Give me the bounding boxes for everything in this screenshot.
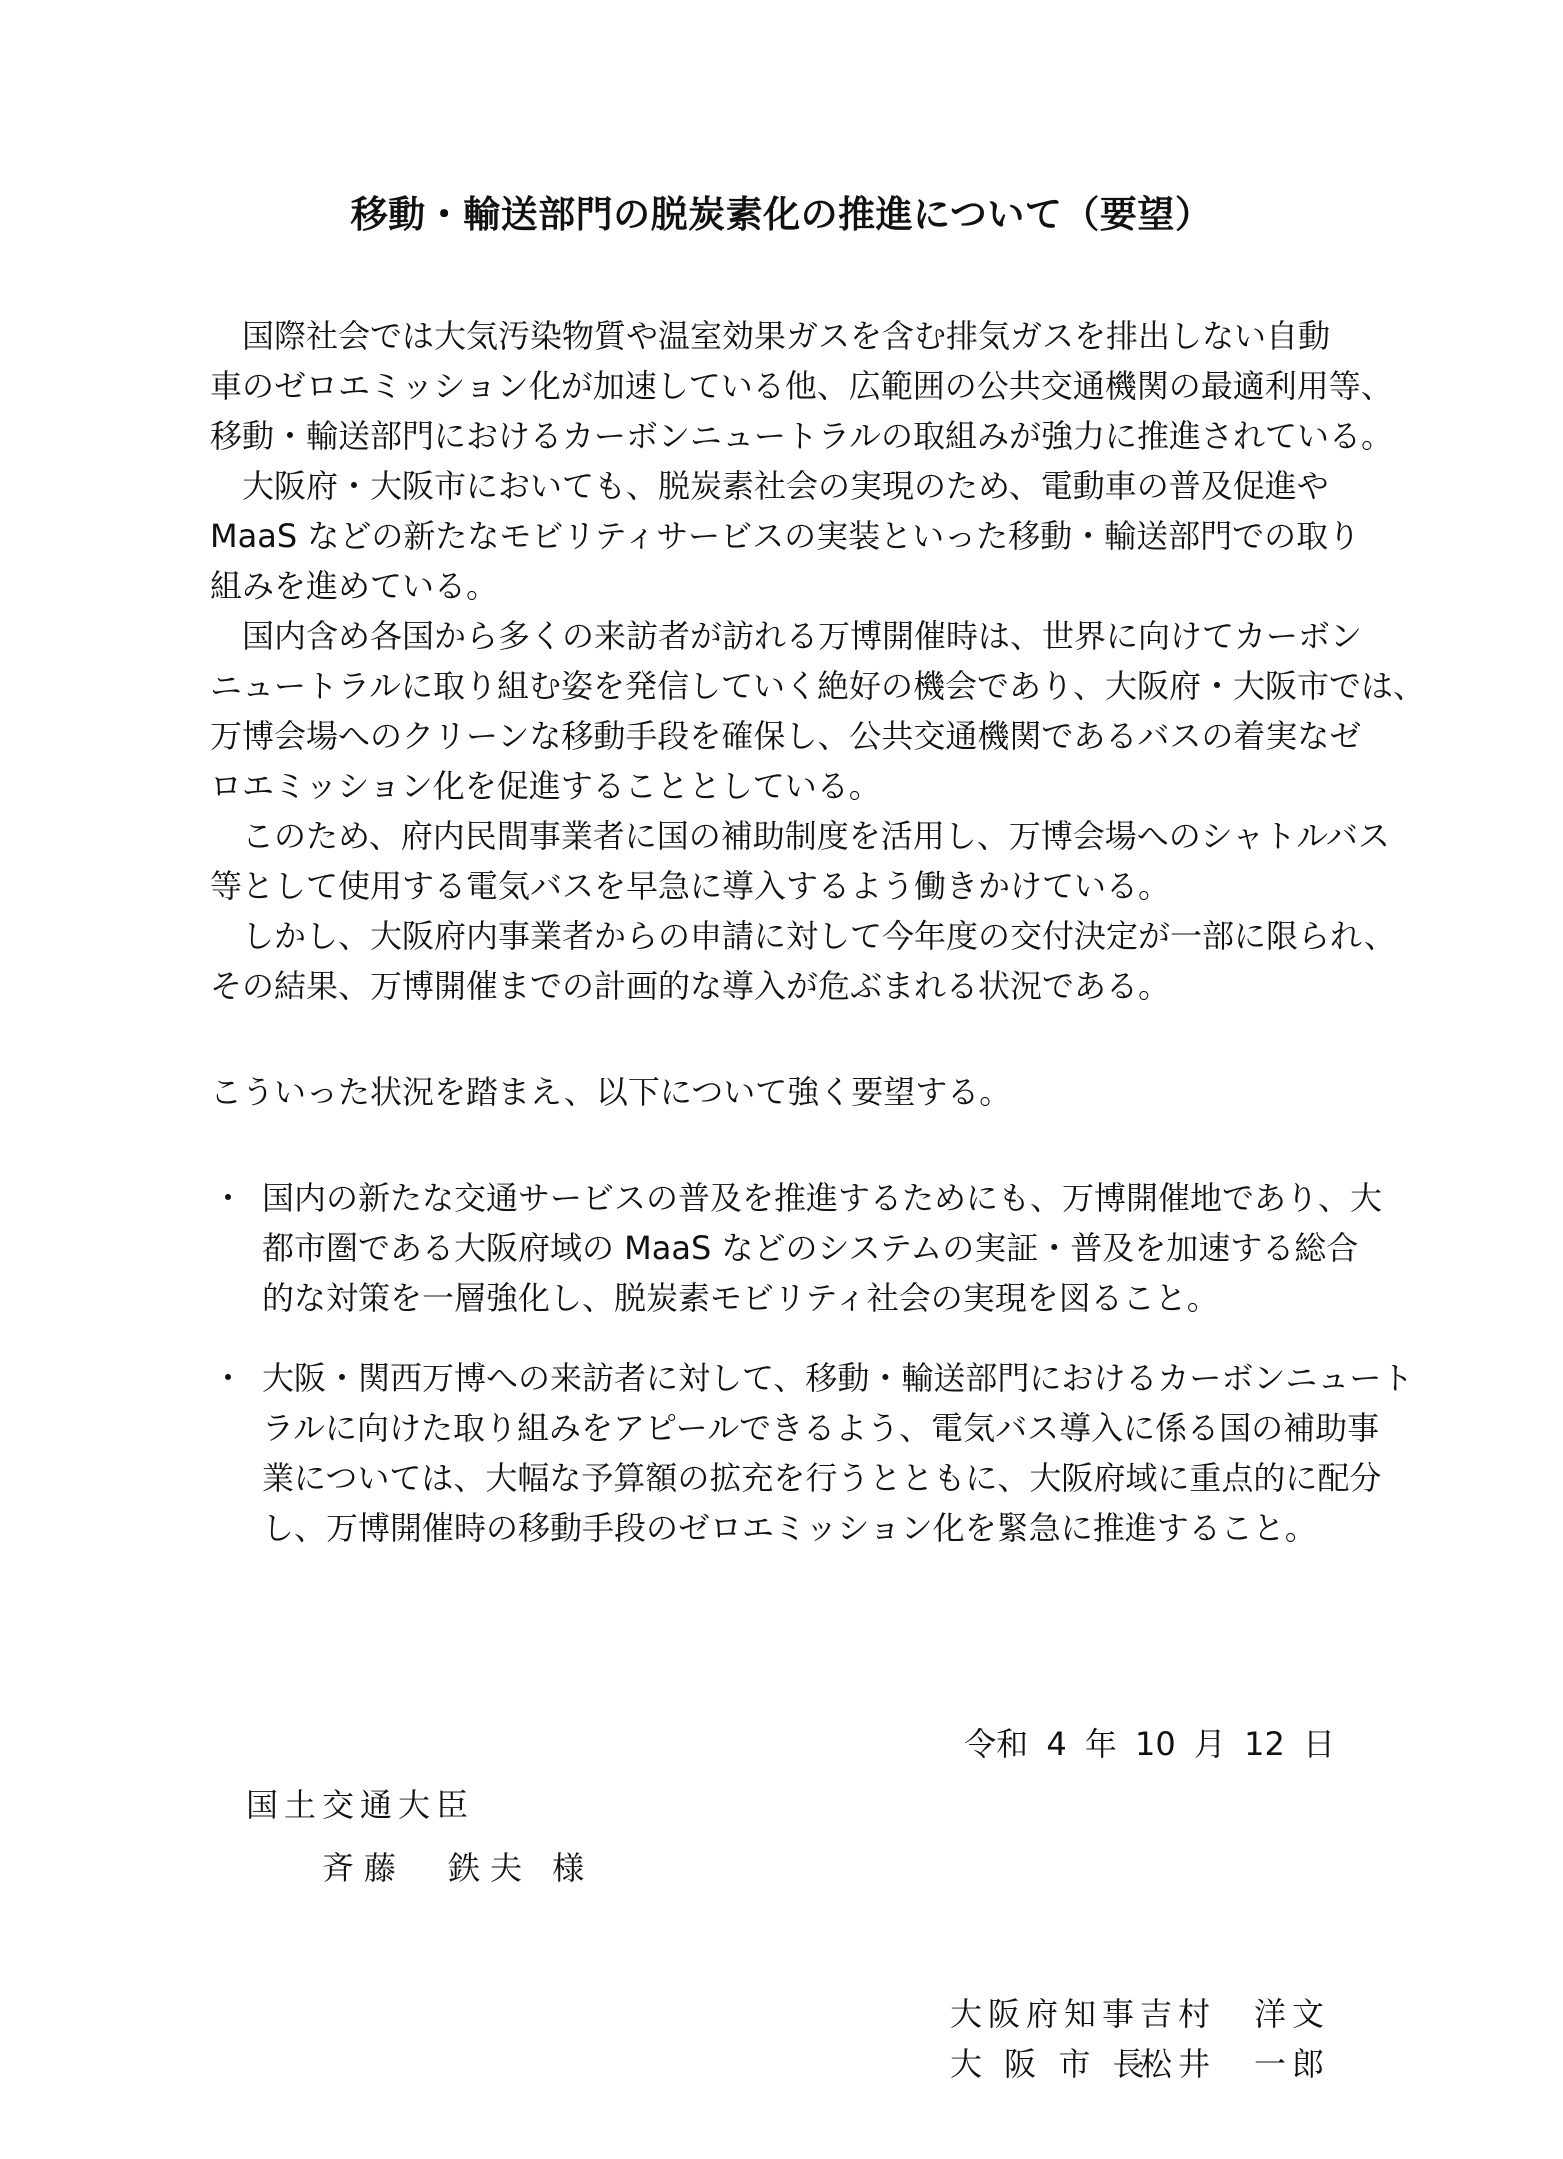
document-date: 令和 4 年 10 月 12 日	[964, 1725, 1335, 1763]
body-line: このため、府内民間事業者に国の補助制度を活用し、万博会場へのシャトルバス	[210, 817, 1390, 855]
bullet-marker: ・	[212, 1179, 245, 1217]
bullet-line: ラルに向けた取り組みをアピールできるよう、電気バス導入に係る国の補助事	[262, 1409, 1380, 1447]
body-line: 等として使用する電気バスを早急に導入するよう働きかけている。	[210, 867, 1171, 905]
bullet-line: 的な対策を一層強化し、脱炭素モビリティ社会の実現を図ること。	[262, 1279, 1219, 1317]
signatory-name: 吉村 洋文	[1140, 1995, 1331, 2033]
signatory-role: 大 阪 市 長	[950, 2045, 1151, 2083]
bullet-line: 大阪・関西万博への来訪者に対して、移動・輸送部門におけるカーボンニュート	[262, 1359, 1414, 1397]
signatory-row	[950, 2042, 1340, 2086]
body-line: その結果、万博開催までの計画的な導入が危ぶまれる状況である。	[210, 967, 1171, 1005]
body-line: しかし、大阪府内事業者からの申請に対して今年度の交付決定が一部に限られ、	[210, 917, 1396, 955]
addressee-title: 国土交通大臣	[246, 1786, 475, 1824]
body-line: 国際社会では大気汚染物質や温室効果ガスを含む排気ガスを排出しない自動	[210, 317, 1331, 355]
body-line: ニュートラルに取り組む姿を発信していく絶好の機会であり、大阪府・大阪市では、	[210, 667, 1426, 705]
bullet-line: 業については、大幅な予算額の拡充を行うとともに、大阪府域に重点的に配分	[262, 1459, 1382, 1497]
body-line: 車のゼロエミッション化が加速している他、広範囲の公共交通機関の最適利用等、	[210, 367, 1393, 405]
document-title: 移動・輸送部門の脱炭素化の推進について（要望）	[350, 193, 1213, 236]
bullet-line: し、万博開催時の移動手段のゼロエミッション化を緊急に推進すること。	[262, 1509, 1317, 1547]
request-intro: こういった状況を踏まえ、以下について強く要望する。	[210, 1073, 1012, 1111]
body-line: ロエミッション化を促進することとしている。	[210, 767, 881, 805]
body-line: 国内含め各国から多くの来訪者が訪れる万博開催時は、世界に向けてカーボン	[210, 617, 1363, 655]
signatory-row	[950, 1992, 1340, 2036]
bullet-line: 都市圏である大阪府域の MaaS などのシステムの実証・普及を加速する総合	[262, 1229, 1359, 1267]
body-line: 組みを進めている。	[210, 567, 499, 605]
signatory-role: 大阪府知事	[950, 1995, 1141, 2033]
bullet-line: 国内の新たな交通サービスの普及を推進するためにも、万博開催地であり、大	[262, 1179, 1383, 1217]
body-line: 万博会場へのクリーンな移動手段を確保し、公共交通機関であるバスの着実なゼ	[210, 717, 1362, 755]
body-line: MaaS などの新たなモビリティサービスの実装といった移動・輸送部門での取り	[210, 517, 1361, 555]
body-line: 移動・輸送部門におけるカーボンニュートラルの取組みが強力に推進されている。	[210, 417, 1394, 455]
addressee-name: 斉藤 鉄夫 様	[322, 1849, 595, 1887]
bullet-marker: ・	[212, 1359, 245, 1397]
body-line: 大阪府・大阪市においても、脱炭素社会の実現のため、電動車の普及促進や	[210, 467, 1329, 505]
signatory-name: 松井 一郎	[1140, 2045, 1331, 2083]
